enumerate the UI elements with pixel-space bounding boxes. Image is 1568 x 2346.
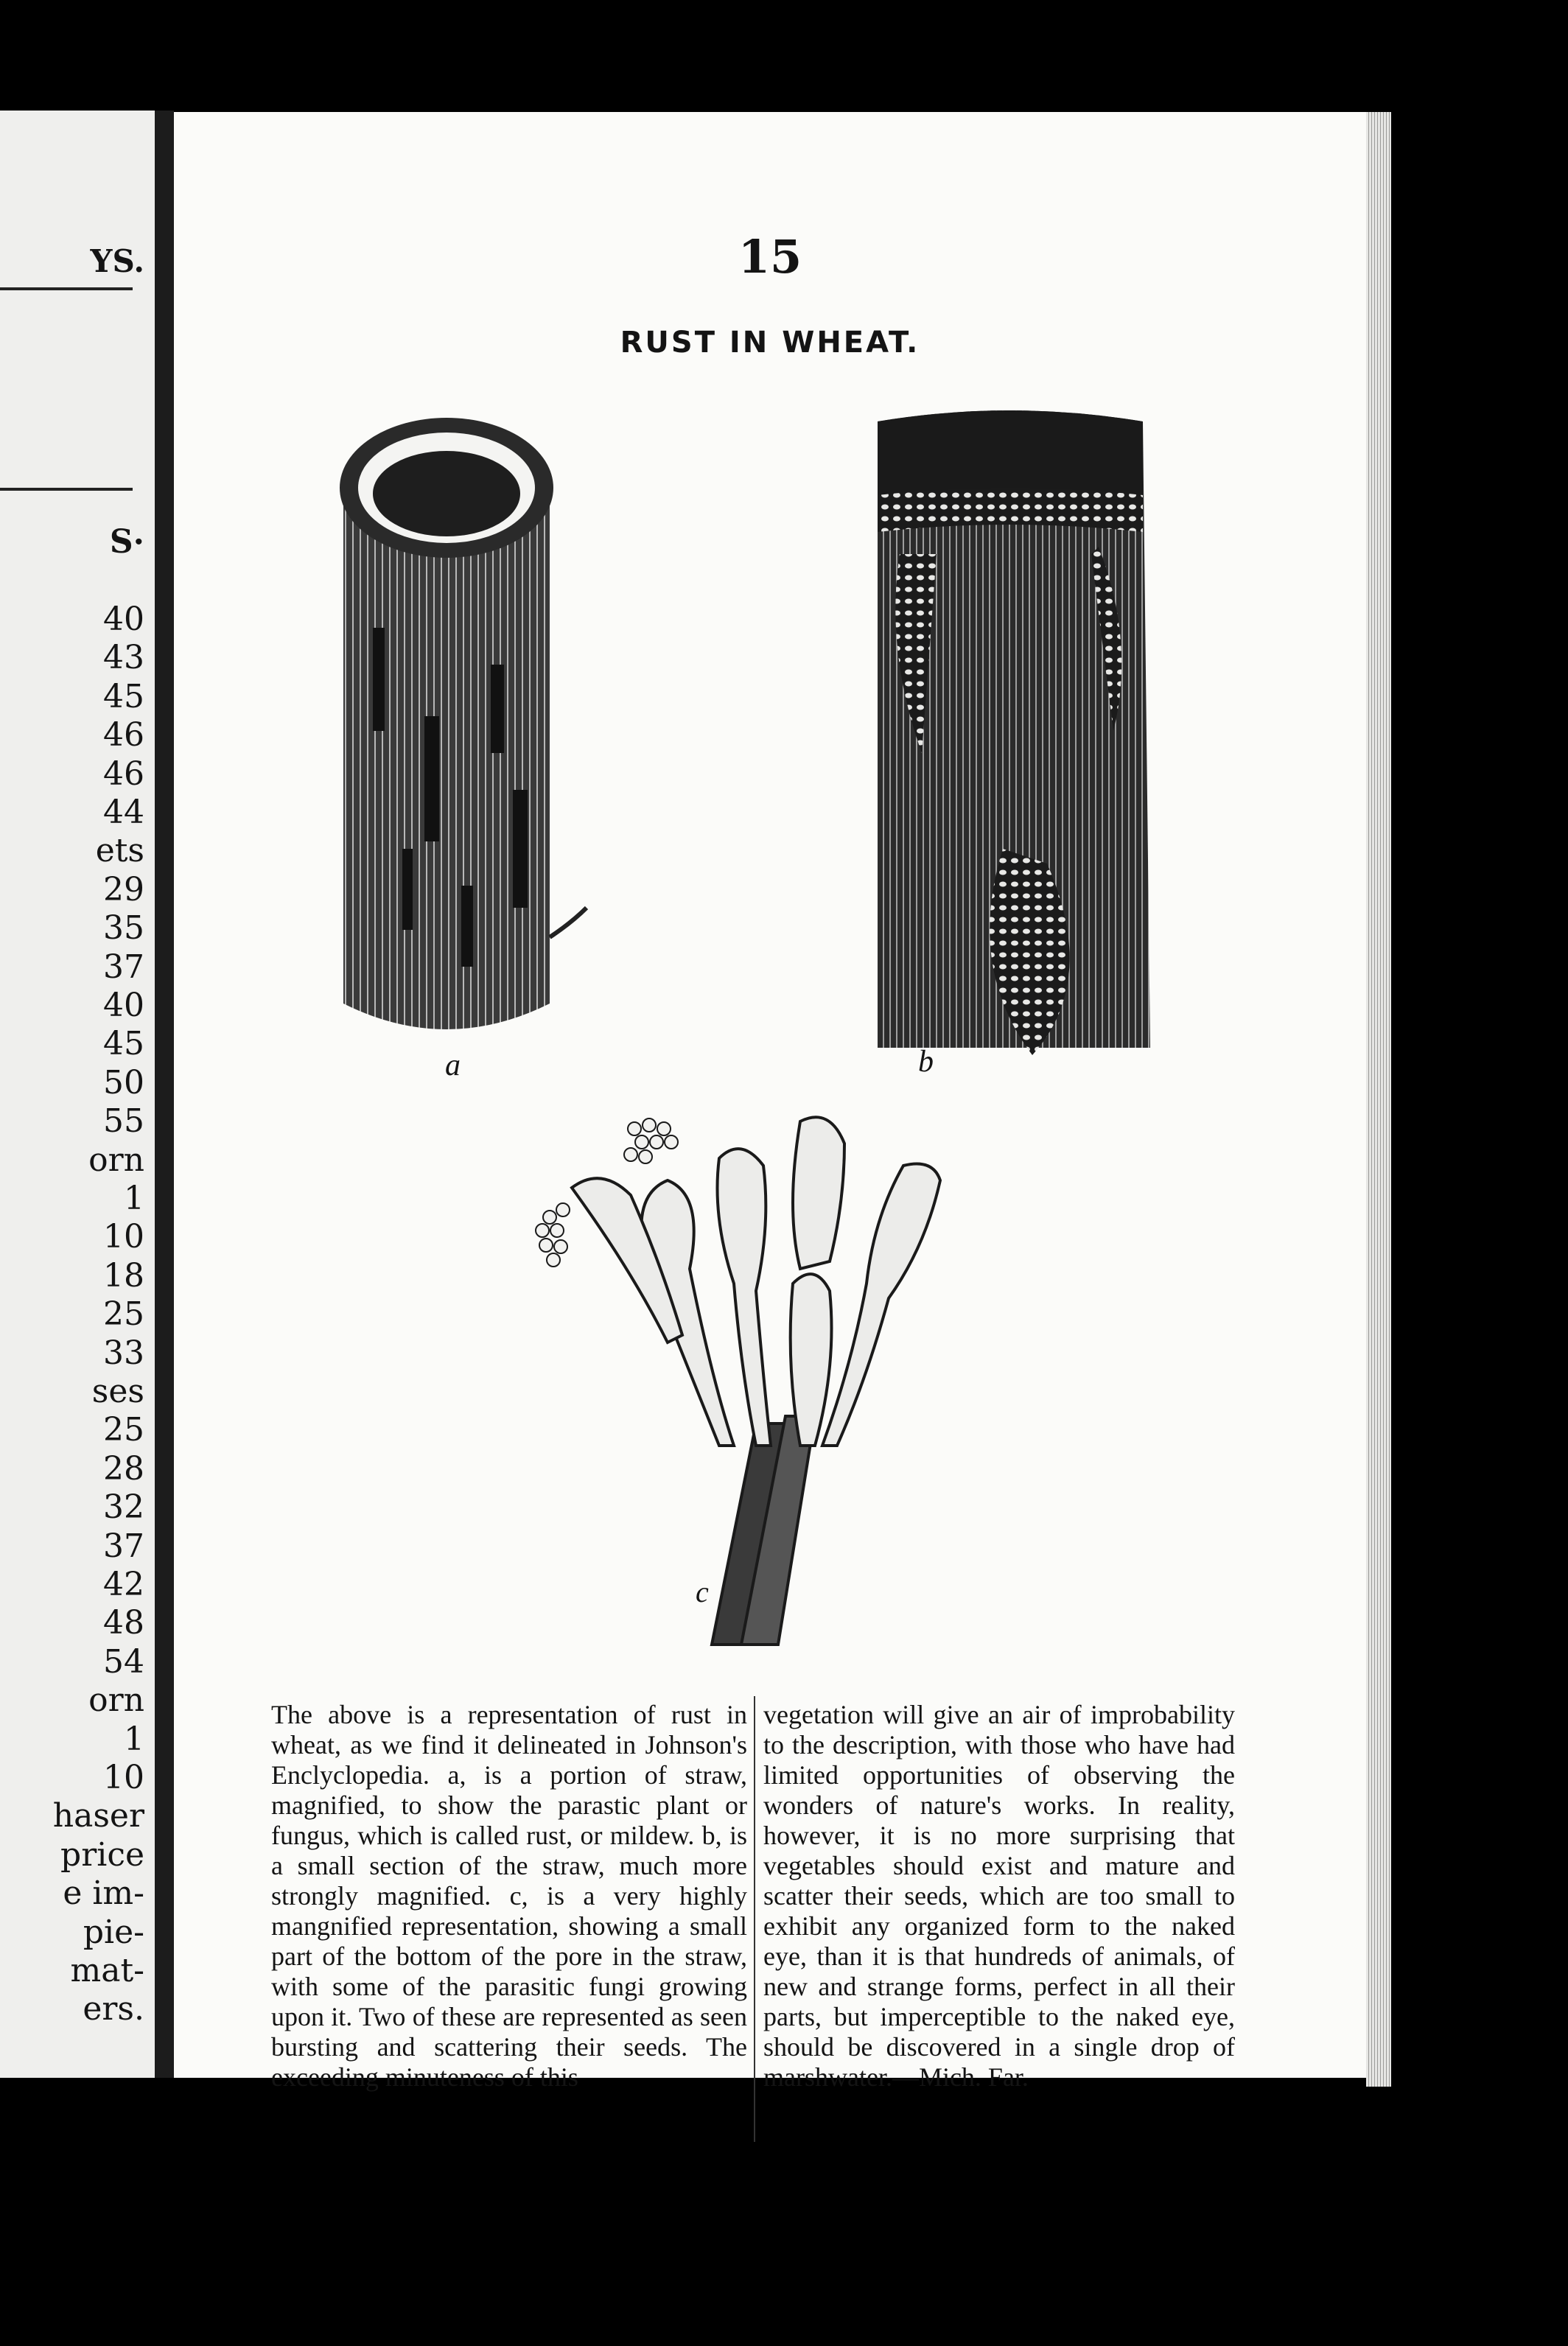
facing-page-line: 40	[103, 600, 144, 638]
facing-page-line: pie-	[83, 1913, 144, 1951]
facing-page-line: 29	[103, 870, 144, 908]
facing-page-line: e im-	[63, 1874, 144, 1913]
divider	[0, 488, 133, 491]
facing-page-line: ers.	[83, 1990, 144, 2028]
page-number: 15	[738, 230, 802, 284]
facing-page-line: 45	[103, 677, 144, 715]
facing-page-line: 54	[103, 1642, 144, 1681]
divider	[0, 287, 133, 290]
facing-page-line: 35	[103, 909, 144, 948]
figure-b-section-illustration	[855, 407, 1165, 1092]
facing-page-line: 28	[103, 1449, 144, 1488]
facing-page-line: 43	[103, 639, 144, 677]
figure-a-label: a	[445, 1048, 461, 1082]
facing-column-header: S·	[109, 523, 144, 561]
article-title: RUST IN WHEAT.	[620, 326, 920, 360]
column-divider	[754, 1696, 755, 2142]
figure-b-label: b	[918, 1045, 934, 1079]
facing-page-line: 45	[103, 1025, 144, 1063]
facing-page-line: 55	[103, 1102, 144, 1141]
facing-page-line: 40	[103, 987, 144, 1024]
paragraph-left: The above is a representation of rust in wheat, as we find it delineated in Johnson's Enclyclopedia. a, is a portion of straw, magnified, to show the parastic plant or fungus, which is called rust, or mildew. b, is a small section of the straw, much more strongly magnified. c, is a very highly mangnified representation, showing a small part of the bottom of the pore in the straw, with some of the parasitic fungi growing upon it. Two of these are represented as seen bursting and scattering their seeds. The exceeding minuteness of this	[271, 1700, 747, 2092]
facing-page-line: 18	[103, 1256, 144, 1295]
facing-page-line: 48	[103, 1604, 144, 1642]
facing-page-line: 32	[103, 1488, 144, 1527]
facing-page-line: price	[60, 1835, 144, 1874]
facing-page-line: 10	[103, 1759, 144, 1796]
facing-page-line: orn	[88, 1141, 144, 1179]
facing-page-line: 42	[103, 1566, 144, 1603]
facing-page-line: 10	[103, 1218, 144, 1256]
text-column-right	[763, 1700, 1235, 2093]
facing-page-line: 25	[103, 1411, 144, 1449]
facing-page-line: mat-	[70, 1952, 144, 1989]
figure-c-fungi-illustration	[520, 1099, 1036, 1659]
facing-page-line: orn	[88, 1681, 144, 1720]
facing-page-line: 25	[103, 1295, 144, 1334]
page	[174, 112, 1366, 2092]
facing-page-line: 50	[103, 1063, 144, 1102]
facing-page-line: 37	[103, 948, 144, 986]
paragraph-right: vegetation will give an air of improbability to the description, with those who have had limited opportunities of observing the wonders of nature's works. In reality, however, it is no more surprising that vegetables should exist and mature and scatter their seeds, which are too small to exhibit any organized form to the naked eye, than it is that hundreds of animals, of new and strange forms, perfect in all their parts, but imperceptible to the naked eye, should be discovered in a single drop of marshwater.—Mich. Far.	[763, 1700, 1235, 2092]
figure-a-straw-illustration	[321, 407, 601, 1092]
facing-page-line: 46	[103, 716, 144, 754]
facing-page-line: 37	[103, 1527, 144, 1565]
facing-page-line: 44	[103, 794, 144, 831]
book-gutter	[155, 111, 174, 2078]
page-edges	[1366, 112, 1391, 2087]
facing-page-line: ses	[91, 1373, 144, 1410]
facing-page-header: YS.	[90, 243, 144, 279]
facing-page-line: 1	[124, 1180, 144, 1217]
facing-page-line: 1	[124, 1720, 144, 1758]
facing-page-line: 33	[103, 1334, 144, 1372]
figure-c-label: c	[696, 1575, 709, 1608]
facing-page-line: haser	[52, 1797, 144, 1835]
facing-page-fragment	[0, 111, 155, 2078]
facing-page-line: ets	[95, 832, 144, 870]
text-column-left	[271, 1700, 747, 2093]
facing-page-line: 46	[103, 754, 144, 793]
